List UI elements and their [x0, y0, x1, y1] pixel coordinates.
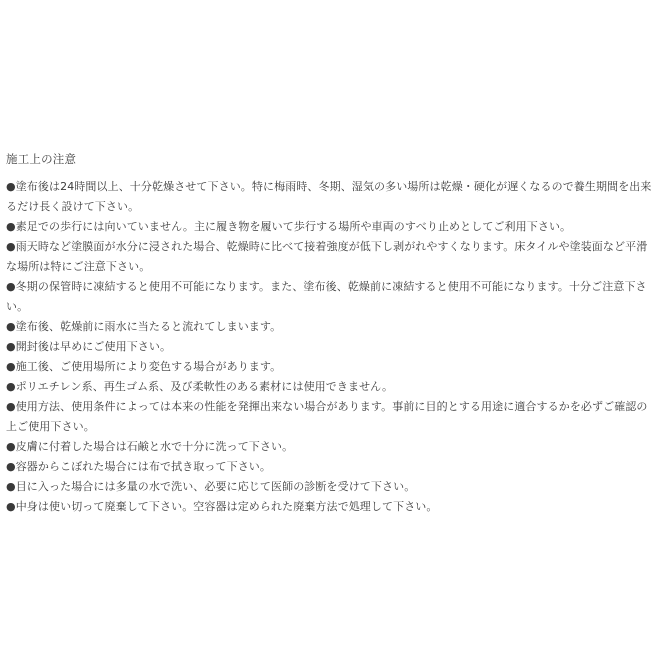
caution-text: ポリエチレン系、再生ゴム系、及び柔軟性のある素材には使用できません。 — [15, 380, 394, 393]
caution-text: 塗布後は24時間以上、十分乾燥させて下さい。特に梅雨時、冬期、湿気の多い場所は乾燥・硬化が遅くなるので養生期間を出来るだけ長く設けて下さい。 — [6, 180, 652, 213]
caution-text: 皮膚に付着した場合は石鹸と水で十分に洗って下さい。 — [15, 440, 294, 453]
bullet-icon: ● — [6, 360, 16, 373]
bullet-icon: ● — [6, 180, 16, 193]
bullet-icon: ● — [6, 480, 16, 493]
caution-item — [6, 377, 654, 397]
caution-item — [6, 357, 654, 377]
bullet-icon: ● — [6, 240, 16, 253]
caution-text: 塗布後、乾燥前に雨水に当たると流れてしまいます。 — [15, 320, 282, 333]
bullet-icon: ● — [6, 280, 16, 293]
caution-section — [6, 151, 654, 517]
caution-item — [6, 397, 654, 437]
caution-item — [6, 177, 654, 217]
caution-text: 雨天時など塗膜面が水分に浸された場合、乾燥時に比べて接着強度が低下し剥がれやすくなります。床タイルや塗装面など平滑な場所は特にご注意下さい。 — [6, 240, 648, 273]
caution-text: 冬期の保管時に凍結すると使用不可能になります。また、塗布後、乾燥前に凍結すると使用不可能になります。十分ご注意下さい。 — [6, 280, 647, 313]
bullet-icon: ● — [6, 460, 16, 473]
caution-text: 目に入った場合には多量の水で洗い、必要に応じて医師の診断を受けて下さい。 — [15, 480, 416, 493]
bullet-icon: ● — [6, 340, 16, 353]
caution-item — [6, 217, 654, 237]
caution-item — [6, 317, 654, 337]
caution-item — [6, 337, 654, 357]
bullet-icon: ● — [6, 500, 16, 513]
caution-text: 容器からこぼれた場合には布で拭き取って下さい。 — [15, 460, 272, 473]
bullet-icon: ● — [6, 440, 16, 453]
caution-item — [6, 457, 654, 477]
bullet-icon: ● — [6, 400, 16, 413]
caution-text: 素足での歩行には向いていません。主に履き物を履いて歩行する場所や車両のすべり止めとしてご利用下さい。 — [15, 220, 572, 233]
caution-text: 施工後、ご使用場所により変色する場合があります。 — [15, 360, 282, 373]
caution-text: 使用方法、使用条件によっては本来の性能を発揮出来ない場合があります。事前に目的とする用途に適合するかを必ずご確認の上ご使用下さい。 — [6, 400, 648, 433]
caution-item — [6, 497, 654, 517]
caution-item — [6, 237, 654, 277]
caution-item — [6, 477, 654, 497]
bullet-icon: ● — [6, 380, 16, 393]
caution-item — [6, 437, 654, 457]
bullet-icon: ● — [6, 220, 16, 233]
caution-item — [6, 277, 654, 317]
caution-text: 開封後は早めにご使用下さい。 — [15, 340, 172, 353]
caution-text: 中身は使い切って廃棄して下さい。空容器は定められた廃棄方法で処理して下さい。 — [15, 500, 438, 513]
bullet-icon: ● — [6, 320, 16, 333]
caution-list — [6, 177, 654, 517]
section-title: 施工上の注意 — [6, 152, 77, 166]
